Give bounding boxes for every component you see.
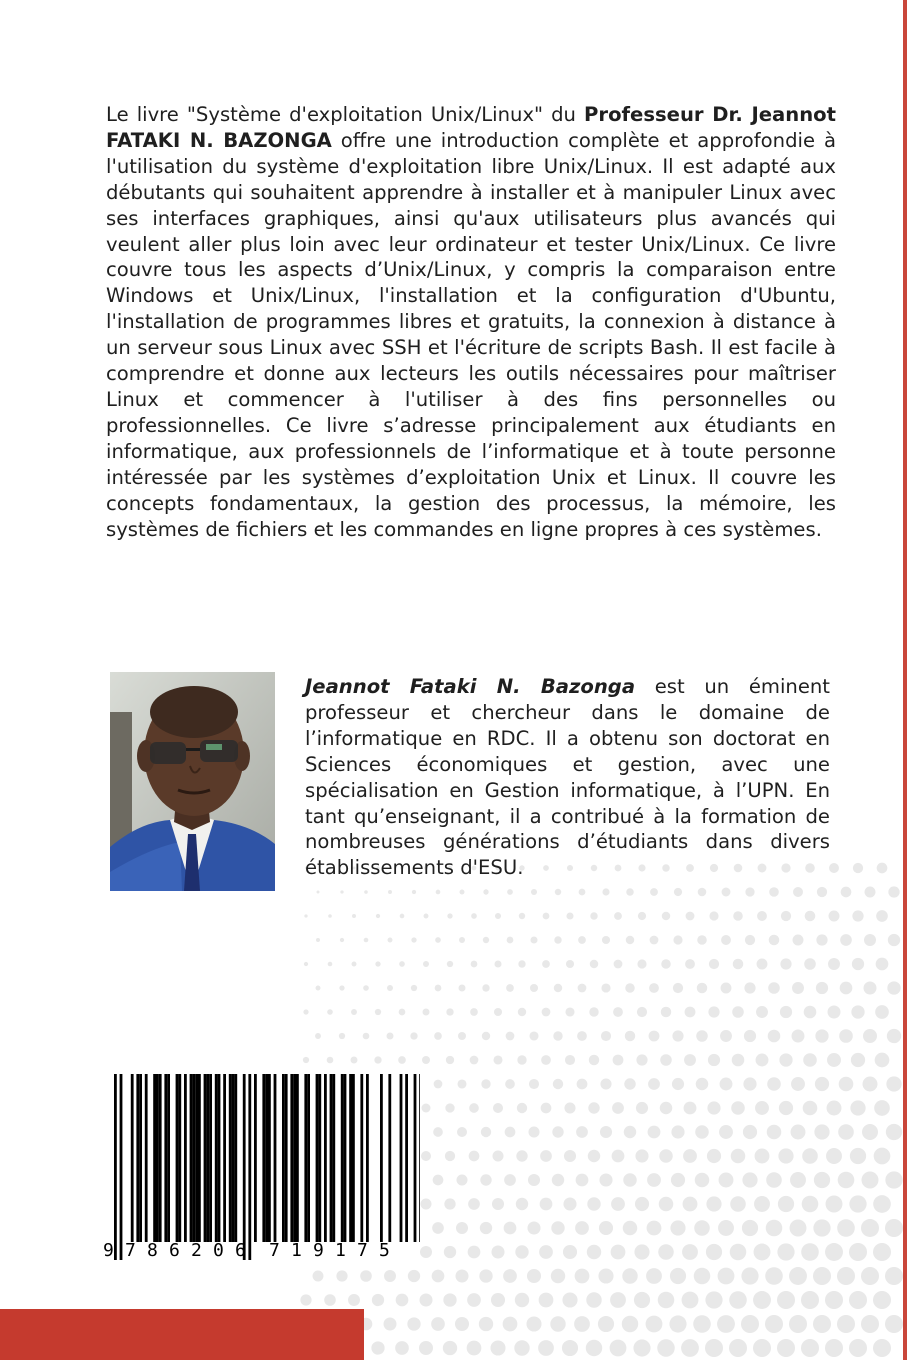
barcode-bar — [332, 1074, 335, 1242]
barcode-bar — [218, 1074, 221, 1242]
barcode-bar — [265, 1074, 268, 1242]
isbn-digit: 1 — [291, 1240, 302, 1261]
isbn-digit: 8 — [147, 1240, 158, 1261]
barcode-bar — [254, 1074, 257, 1242]
barcode-bar — [349, 1074, 352, 1242]
barcode-bar — [248, 1074, 251, 1260]
author-name-italic: Jeannot Fataki N. Bazonga — [305, 675, 636, 698]
isbn-digit: 0 — [213, 1240, 224, 1261]
barcode-bar — [223, 1074, 226, 1242]
barcode-bar — [307, 1074, 310, 1242]
isbn-digits — [103, 1240, 403, 1262]
barcode-bar — [232, 1074, 235, 1242]
barcode-bar — [352, 1074, 355, 1242]
author-photo — [110, 672, 275, 891]
barcode-bar — [405, 1074, 408, 1242]
author-bio-text: est un éminent professeur et chercheur dans le domaine de l’informatique en RDC. Il a obtenu son doctorat en Sciences économiques et gestion, avec une spécialisation en Gestion informatique, à l’UPN. En tant qu’enseignant, il a contribué à la formation de nombreuses générations d’étudiants dans divers établissements d'ESU. — [305, 675, 830, 880]
red-accent-band — [0, 1309, 364, 1360]
barcode-bar — [285, 1074, 288, 1242]
barcode-bar — [139, 1074, 142, 1242]
barcode-bar — [274, 1074, 277, 1242]
barcode-bar — [330, 1074, 333, 1242]
barcode-bar — [204, 1074, 207, 1242]
barcode-bar — [156, 1074, 159, 1242]
barcode-bar — [234, 1074, 237, 1242]
barcode-bar — [304, 1074, 307, 1242]
description-intro: Le livre "Système d'exploitation Unix/Linux" du — [106, 103, 585, 126]
isbn-digit: 7 — [357, 1240, 368, 1261]
barcode-bar — [316, 1074, 319, 1242]
barcode-bar — [120, 1074, 123, 1260]
barcode-bar — [290, 1074, 293, 1242]
barcode-bar — [131, 1074, 134, 1242]
barcode-bar — [145, 1074, 148, 1242]
barcode-bars — [102, 1064, 420, 1268]
isbn-digit: 7 — [125, 1240, 136, 1261]
barcode-bar — [324, 1074, 327, 1242]
isbn-digit: 5 — [379, 1240, 390, 1261]
barcode-bar — [282, 1074, 285, 1242]
isbn-digit: 7 — [269, 1240, 280, 1261]
description-body: offre une introduction complète et approfondie à l'utilisation du système d'exploitation libre Unix/Linux. Il est adapté aux débutants qui souhaitent apprendre à installer et à manipuler Linux avec ses interfaces graphiques, ainsi qu'aux utilisateurs plus avancés qui veulent aller plus loin avec leur ordinateur et tester Unix/Linux. Ce livre couvre tous les aspects d’Unix/Linux, y compris la comparaison entre Windows et Unix/Linux, l'installation et la configuration d'Ubuntu, l'installation de programmes libres et gratuits, la connexion à distance à un serveur sous Linux avec SSH et l'écriture de scripts Bash. Il est facile à comprendre et donne aux lecteurs les outils nécessaires pour maîtriser Linux et commencer à l'utiliser à des fins personnelles ou professionnelles. Ce livre s’adresse principalement aux étudiants en informatique, aux professionnels de l’informatique et à toute personne intéressée par les systèmes d’exploitation Unix et Linux. Il couvre les concepts fondamentaux, la gestion des processus, la mémoire, les systèmes de fichiers et les commandes en ligne propres à ces systèmes. — [106, 128, 836, 541]
cover-edge-stripe — [903, 0, 907, 1360]
barcode-bar — [136, 1074, 139, 1242]
barcode-bar — [198, 1074, 201, 1242]
barcode-bar — [192, 1074, 195, 1242]
barcode-bar — [243, 1074, 246, 1260]
author-biography — [305, 674, 830, 881]
isbn-digit: 6 — [235, 1240, 246, 1261]
barcode-bar — [176, 1074, 179, 1242]
barcode-bar — [344, 1074, 347, 1242]
isbn-digit: 2 — [191, 1240, 202, 1261]
barcode-bar — [341, 1074, 344, 1242]
author-name-bold: Professeur Dr. Jeannot FATAKI N. BAZONGA — [106, 103, 836, 152]
book-description — [106, 102, 836, 542]
barcode-bar — [380, 1074, 383, 1242]
barcode-bar — [400, 1074, 403, 1242]
barcode-bar — [215, 1074, 218, 1242]
isbn-barcode — [102, 1064, 420, 1268]
barcode-bar — [184, 1074, 187, 1242]
barcode-bar — [296, 1074, 299, 1242]
barcode-bar — [190, 1074, 193, 1242]
barcode-bar — [153, 1074, 156, 1242]
isbn-digit: 6 — [169, 1240, 180, 1261]
isbn-digit: 1 — [335, 1240, 346, 1261]
barcode-bar — [262, 1074, 265, 1242]
barcode-bar — [419, 1074, 420, 1242]
barcode-bar — [414, 1074, 417, 1242]
barcode-bar — [159, 1074, 162, 1242]
barcode-bar — [114, 1074, 117, 1260]
barcode-bar — [164, 1074, 167, 1242]
barcode-bar — [178, 1074, 181, 1242]
isbn-digit: 9 — [103, 1240, 114, 1261]
barcode-bar — [388, 1074, 391, 1242]
barcode-bar — [209, 1074, 212, 1242]
barcode-bar — [366, 1074, 369, 1242]
barcode-bar — [318, 1074, 321, 1242]
barcode-bar — [195, 1074, 198, 1242]
barcode-bar — [293, 1074, 296, 1242]
barcode-bar — [360, 1074, 363, 1242]
barcode-bar — [167, 1074, 170, 1242]
isbn-digit: 9 — [313, 1240, 324, 1261]
barcode-bar — [268, 1074, 271, 1242]
barcode-bar — [206, 1074, 209, 1242]
barcode-bar — [229, 1074, 232, 1242]
